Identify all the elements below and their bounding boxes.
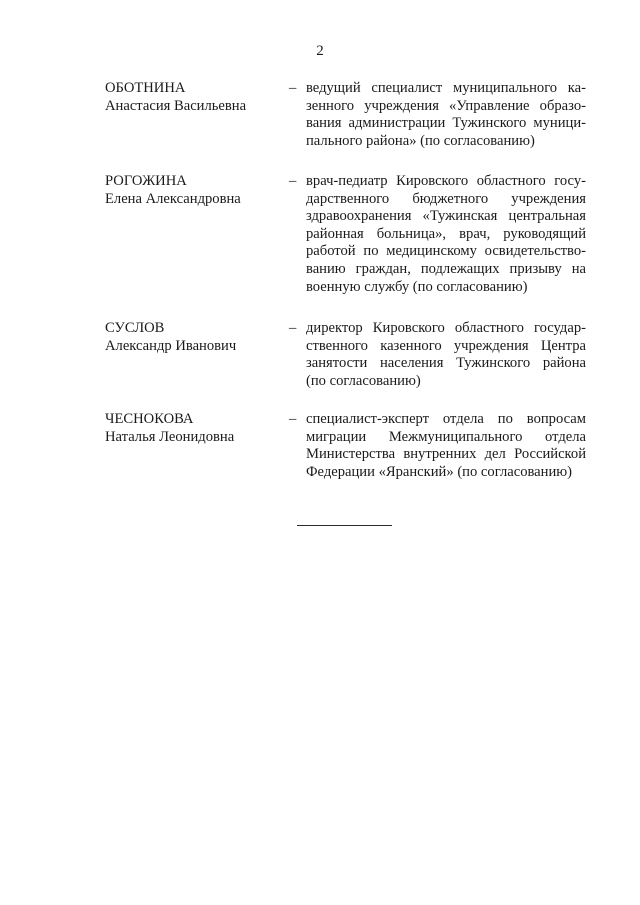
surname: ЧЕСНОКОВА	[105, 411, 194, 427]
role-line: занятости населения Тужинского района	[306, 355, 586, 372]
dash-separator: –	[289, 411, 297, 427]
given-names: Александр Иванович	[105, 337, 237, 354]
person-name	[105, 411, 280, 446]
dash-separator: –	[289, 173, 297, 189]
dash-separator: –	[289, 320, 297, 336]
role-line: пального района» (по согласованию)	[306, 132, 535, 149]
person-name	[105, 173, 280, 208]
role-line: районная больница», врач, руководящий	[306, 225, 586, 242]
position-description	[306, 173, 586, 296]
role-line: дарственного бюджетного учреждения	[306, 190, 586, 207]
given-names: Елена Александровна	[105, 190, 241, 207]
role-line: военную службу (по согласованию)	[306, 278, 528, 295]
surname: СУСЛОВ	[105, 320, 165, 336]
page-number: 2	[316, 43, 324, 59]
position-description	[306, 320, 586, 390]
person-name	[105, 320, 280, 355]
role-line: вания администрации Тужинского муници-	[306, 115, 586, 132]
role-line: ведущий специалист муниципального ка-	[306, 80, 586, 96]
given-names: Наталья Леонидовна	[105, 428, 235, 445]
dash-separator: –	[289, 80, 297, 96]
position-description	[306, 411, 586, 481]
role-line: работой по медицинскому освидетельство-	[306, 243, 586, 260]
role-line: врач-педиатр Кировского областного госу-	[306, 173, 586, 189]
role-line: (по согласованию)	[306, 372, 421, 389]
surname: РОГОЖИНА	[105, 173, 187, 189]
role-line: директор Кировского областного государ-	[306, 320, 586, 336]
role-line: Министерства внутренних дел Российской	[306, 446, 586, 463]
role-line: Федерации «Яранский» (по согласованию)	[306, 463, 573, 480]
role-line: зенного учреждения «Управление образо-	[306, 97, 586, 114]
role-line: миграции Межмуниципального отдела	[306, 428, 586, 445]
position-description	[306, 80, 586, 150]
role-line: ственного казенного учреждения Центра	[306, 337, 586, 354]
closing-rule	[297, 525, 392, 526]
given-names: Анастасия Васильевна	[105, 97, 247, 114]
role-line: здравоохранения «Тужинская центральная	[306, 208, 586, 225]
role-line: специалист-эксперт отдела по вопросам	[306, 411, 586, 427]
surname: ОБОТНИНА	[105, 80, 186, 96]
person-name	[105, 80, 280, 115]
role-line: ванию граждан, подлежащих призыву на	[306, 260, 586, 277]
